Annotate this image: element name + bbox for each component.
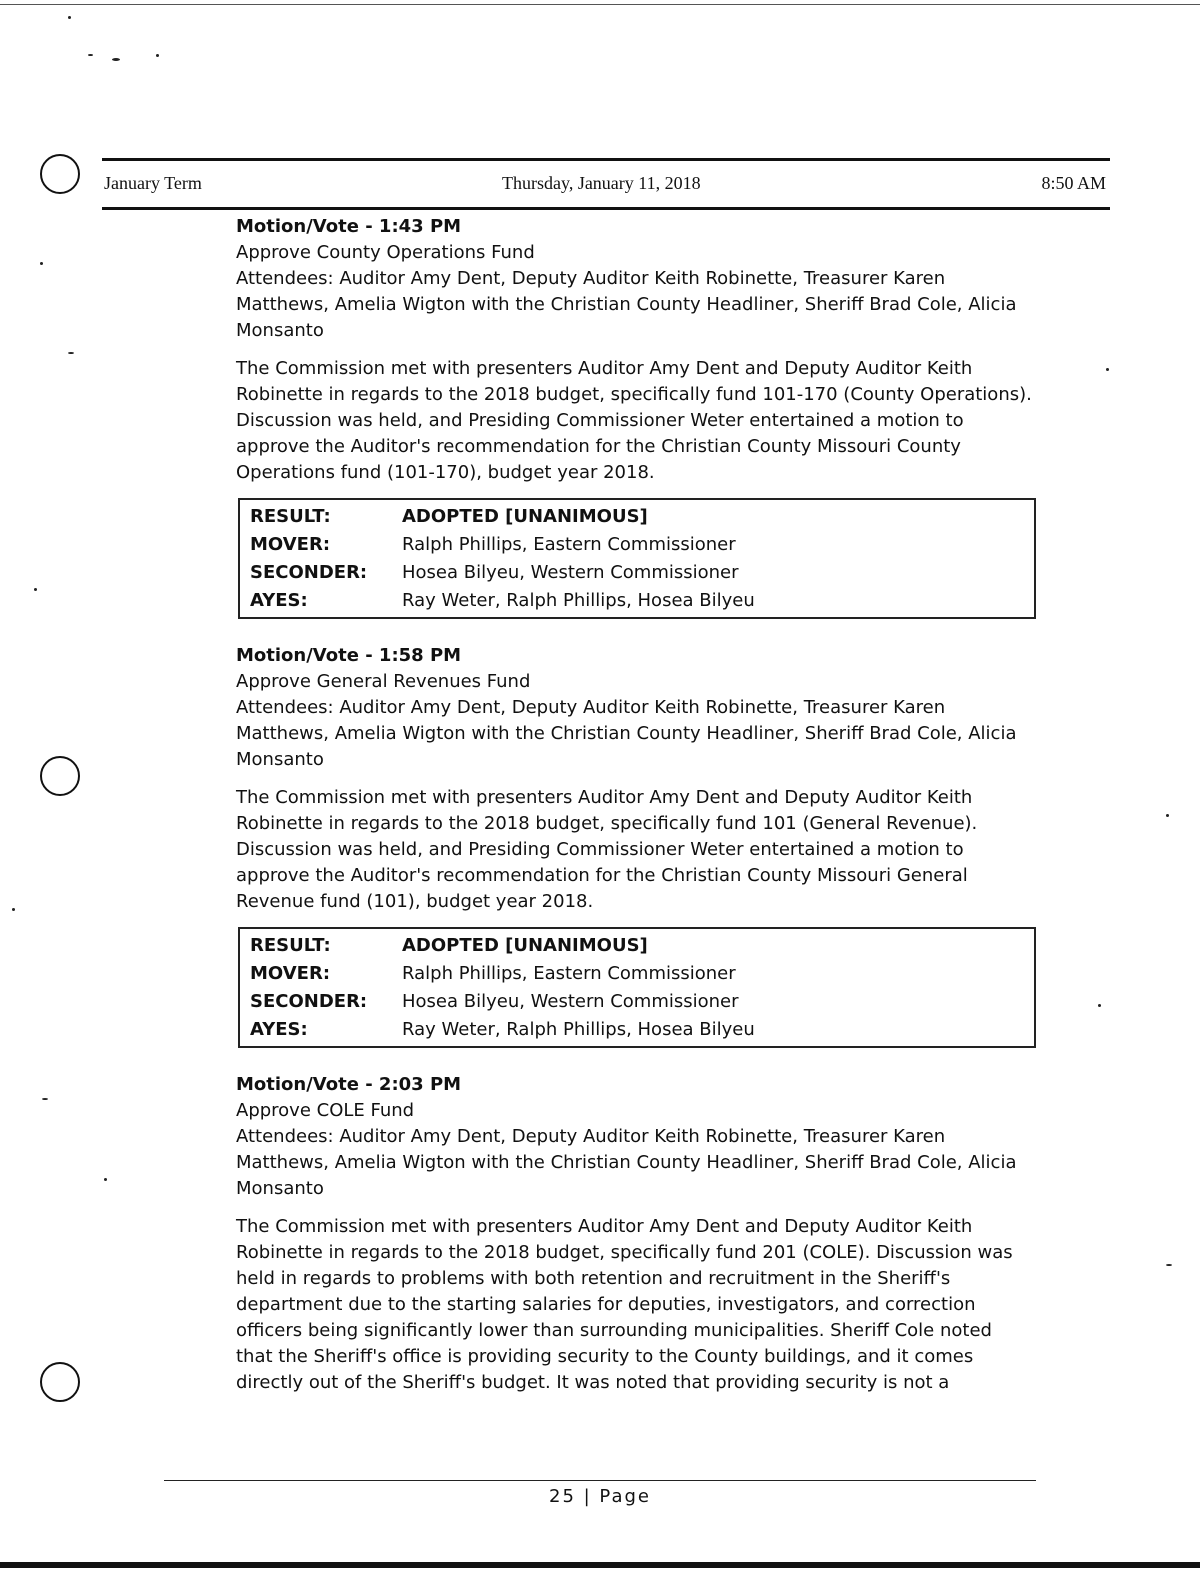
motion-discussion	[236, 356, 1036, 486]
motion-subject: Approve County Operations Fund	[236, 242, 535, 263]
vote-label: RESULT:	[250, 506, 331, 527]
vote-label: SECONDER:	[250, 991, 368, 1012]
discussion-line: Robinette in regards to the 2018 budget, specifically fund 201 (COLE). Discussion was	[236, 1242, 1013, 1263]
discussion-line: Revenue fund (101), budget year 2018.	[236, 891, 594, 912]
discussion-line: officers being significantly lower than surrounding municipalities. Sheriff Cole noted	[236, 1320, 992, 1341]
vote-row-seconder	[240, 988, 1034, 1016]
motion-section	[236, 214, 1036, 619]
footer-rule	[164, 1480, 1036, 1481]
discussion-line: Operations fund (101-170), budget year 2018.	[236, 462, 655, 483]
header-term: January Term	[104, 173, 202, 193]
scan-speck	[68, 352, 74, 354]
scan-speck	[1166, 814, 1169, 817]
attendees-line: Attendees: Auditor Amy Dent, Deputy Auditor Keith Robinette, Treasurer Karen	[236, 697, 946, 718]
scan-speck	[34, 588, 37, 591]
vote-row-mover	[240, 531, 1034, 559]
minutes-content	[236, 214, 1036, 1396]
motion-discussion	[236, 1214, 1036, 1396]
page-number: 25 | Page	[549, 1486, 651, 1507]
vote-row-seconder	[240, 559, 1034, 587]
attendees-line: Monsanto	[236, 1178, 324, 1199]
vote-label: AYES:	[250, 590, 308, 611]
vote-ayes-value: Ray Weter, Ralph Phillips, Hosea Bilyeu	[402, 1019, 755, 1040]
scan-speck	[112, 58, 120, 61]
vote-label: MOVER:	[250, 963, 331, 984]
discussion-line: Robinette in regards to the 2018 budget, specifically fund 101-170 (County Operations).	[236, 384, 1032, 405]
scan-speck	[88, 54, 93, 56]
discussion-line: approve the Auditor's recommendation for the Christian County Missouri County	[236, 436, 961, 457]
vote-seconder-value: Hosea Bilyeu, Western Commissioner	[402, 562, 739, 583]
discussion-line: that the Sheriff's office is providing security to the County buildings, and it comes	[236, 1346, 974, 1367]
scan-speck	[40, 262, 43, 265]
binder-hole	[40, 1362, 80, 1402]
vote-label: SECONDER:	[250, 562, 368, 583]
page-header	[102, 158, 1110, 210]
binder-hole	[40, 756, 80, 796]
vote-row-result	[240, 503, 1034, 531]
discussion-line: held in regards to problems with both retention and recruitment in the Sheriff's	[236, 1268, 951, 1289]
header-time: 8:50 AM	[1041, 173, 1106, 193]
vote-seconder-value: Hosea Bilyeu, Western Commissioner	[402, 991, 739, 1012]
motion-section	[236, 1072, 1036, 1396]
vote-result-table	[238, 498, 1036, 619]
vote-row-result	[240, 932, 1034, 960]
attendees-line: Monsanto	[236, 749, 324, 770]
attendees-line: Matthews, Amelia Wigton with the Christian County Headliner, Sheriff Brad Cole, Alicia	[236, 723, 1017, 744]
vote-label: MOVER:	[250, 534, 331, 555]
scan-speck	[68, 16, 71, 19]
discussion-line: The Commission met with presenters Auditor Amy Dent and Deputy Auditor Keith	[236, 787, 973, 808]
motion-subject: Approve COLE Fund	[236, 1100, 415, 1121]
motion-title: Motion/Vote - 1:58 PM	[236, 645, 462, 666]
motion-discussion	[236, 785, 1036, 915]
discussion-line: Discussion was held, and Presiding Commissioner Weter entertained a motion to	[236, 410, 964, 431]
vote-row-ayes	[240, 587, 1034, 615]
discussion-line: Robinette in regards to the 2018 budget, specifically fund 101 (General Revenue).	[236, 813, 978, 834]
vote-ayes-value: Ray Weter, Ralph Phillips, Hosea Bilyeu	[402, 590, 755, 611]
scan-speck	[1166, 1264, 1172, 1266]
scan-speck	[156, 54, 159, 57]
vote-result-table	[238, 927, 1036, 1048]
attendees-line: Attendees: Auditor Amy Dent, Deputy Auditor Keith Robinette, Treasurer Karen	[236, 268, 946, 289]
motion-title: Motion/Vote - 1:43 PM	[236, 216, 462, 237]
scan-speck	[42, 1098, 48, 1100]
discussion-line: The Commission met with presenters Auditor Amy Dent and Deputy Auditor Keith	[236, 358, 973, 379]
binder-hole	[40, 154, 80, 194]
vote-row-ayes	[240, 1016, 1034, 1044]
motion-section	[236, 643, 1036, 1048]
scan-speck	[12, 908, 15, 911]
discussion-line: department due to the starting salaries for deputies, investigators, and correction	[236, 1294, 976, 1315]
discussion-line: The Commission met with presenters Auditor Amy Dent and Deputy Auditor Keith	[236, 1216, 973, 1237]
attendees-line: Monsanto	[236, 320, 324, 341]
vote-mover-value: Ralph Phillips, Eastern Commissioner	[402, 534, 736, 555]
vote-result-value: ADOPTED [UNANIMOUS]	[402, 506, 648, 527]
header-date: Thursday, January 11, 2018	[502, 173, 701, 193]
attendees-line: Matthews, Amelia Wigton with the Christian County Headliner, Sheriff Brad Cole, Alicia	[236, 1152, 1017, 1173]
vote-label: RESULT:	[250, 935, 331, 956]
scan-speck	[104, 1178, 107, 1181]
vote-row-mover	[240, 960, 1034, 988]
attendees-line: Attendees: Auditor Amy Dent, Deputy Auditor Keith Robinette, Treasurer Karen	[236, 1126, 946, 1147]
attendees-line: Matthews, Amelia Wigton with the Christian County Headliner, Sheriff Brad Cole, Alicia	[236, 294, 1017, 315]
discussion-line: Discussion was held, and Presiding Commissioner Weter entertained a motion to	[236, 839, 964, 860]
discussion-line: approve the Auditor's recommendation for the Christian County Missouri General	[236, 865, 968, 886]
scan-speck	[1106, 368, 1109, 371]
motion-title: Motion/Vote - 2:03 PM	[236, 1074, 462, 1095]
scan-speck	[1098, 1004, 1101, 1007]
motion-subject: Approve General Revenues Fund	[236, 671, 531, 692]
vote-result-value: ADOPTED [UNANIMOUS]	[402, 935, 648, 956]
vote-label: AYES:	[250, 1019, 308, 1040]
scan-bottom-rule	[0, 1562, 1200, 1568]
scan-top-rule	[0, 4, 1200, 5]
discussion-line: directly out of the Sheriff's budget. It was noted that providing security is not a	[236, 1372, 950, 1393]
vote-mover-value: Ralph Phillips, Eastern Commissioner	[402, 963, 736, 984]
